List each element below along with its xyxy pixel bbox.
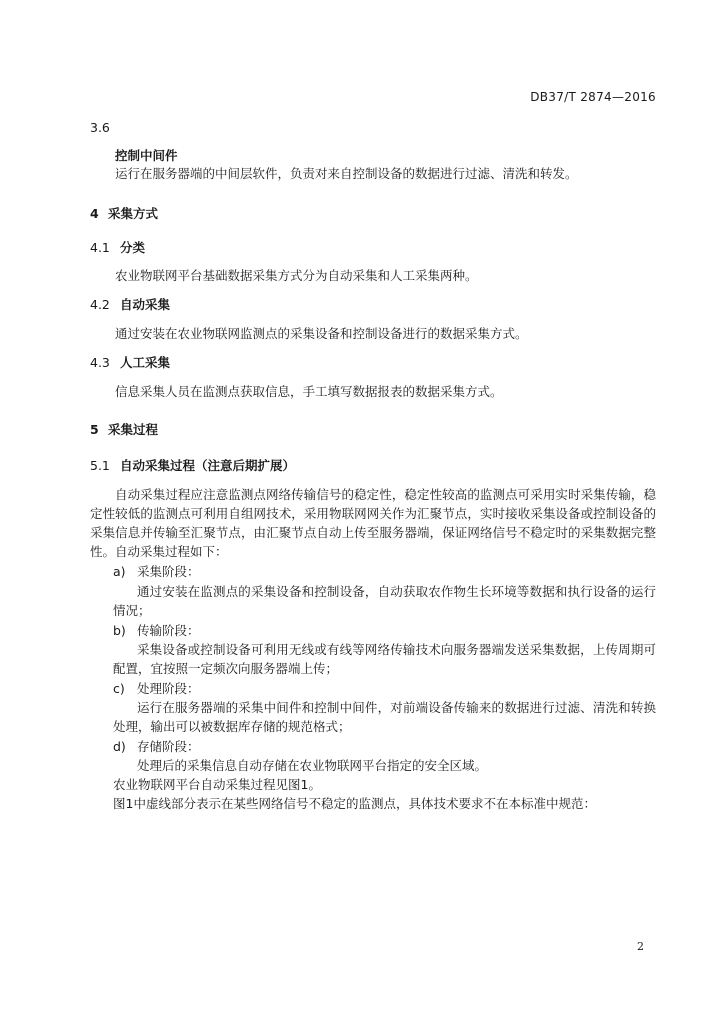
list-c-label: c) [113,681,125,696]
section-4-1-title: 分类 [120,240,146,255]
list-d-title: 存储阶段： [137,739,200,754]
list-d-line-1: 处理后的采集信息自动存储在农业物联网平台指定的安全区域。 [137,758,488,773]
standard-code: DB37/T 2874—2016 [530,90,656,104]
intro-line-4: 性。自动采集过程如下： [90,544,228,559]
list-c-title: 处理阶段： [137,681,200,696]
section-4-2-title: 自动采集 [120,297,171,312]
section-4-number: 4 [90,206,99,221]
section-4-3-title: 人工采集 [120,355,171,370]
section-5-1-title: 自动采集过程（注意后期扩展） [120,458,296,473]
section-4-2-number: 4.2 [90,297,110,312]
section-5-title: 采集过程 [108,422,159,437]
section-3-6-term: 控制中间件 [115,148,178,163]
list-b-label: b) [113,623,126,638]
section-3-6-definition: 运行在服务器端的中间层软件，负责对来自控制设备的数据进行过滤、清洗和转发。 [115,166,578,181]
list-c-line-2: 处理，输出可以被数据库存储的规范格式； [113,719,351,734]
list-c-line-1: 运行在服务器端的采集中间件和控制中间件，对前端设备传输来的数据进行过滤、清洗和转换 [137,700,656,715]
section-4-2-text: 通过安装在农业物联网监测点的采集设备和控制设备进行的数据采集方式。 [115,326,528,341]
figure-note: 图1中虚线部分表示在某些网络信号不稳定的监测点，具体技术要求不在本标准中规范： [113,796,596,811]
list-d-label: d) [113,739,126,754]
figure-reference: 农业物联网平台自动采集过程见图1。 [113,777,321,792]
list-a-title: 采集阶段： [137,564,200,579]
intro-line-3: 采集信息并传输至汇聚节点，由汇聚节点自动上传至服务器端，保证网络信号不稳定时的采集数据完整 [90,525,656,540]
section-5-number: 5 [90,422,99,437]
list-b-title: 传输阶段： [137,623,200,638]
list-a-label: a) [113,564,126,579]
intro-line-1: 自动采集过程应注意监测点网络传输信号的稳定性，稳定性较高的监测点可采用实时采集传输，稳 [115,487,656,502]
list-b-line-1: 采集设备或控制设备可利用无线或有线等网络传输技术向服务器端发送采集数据，上传周期可 [137,642,656,657]
section-4-3-number: 4.3 [90,355,110,370]
section-4-1-number: 4.1 [90,240,110,255]
list-b-line-2: 配置，宜按照一定频次向服务器端上传； [113,661,339,676]
list-a-line-1: 通过安装在监测点的采集设备和控制设备，自动获取农作物生长环境等数据和执行设备的运行 [137,584,656,599]
list-a-line-2: 情况； [113,603,151,618]
section-3-6-number: 3.6 [90,120,110,135]
page-number: 2 [637,940,644,953]
intro-line-2: 定性较低的监测点可利用自组网技术，采用物联网网关作为汇聚节点，实时接收采集设备或控制设备的 [90,506,656,521]
section-5-1-number: 5.1 [90,458,110,473]
section-4-title: 采集方式 [108,206,159,221]
section-4-1-text: 农业物联网平台基础数据采集方式分为自动采集和人工采集两种。 [115,268,478,283]
section-4-3-text: 信息采集人员在监测点获取信息，手工填写数据报表的数据采集方式。 [115,384,503,399]
